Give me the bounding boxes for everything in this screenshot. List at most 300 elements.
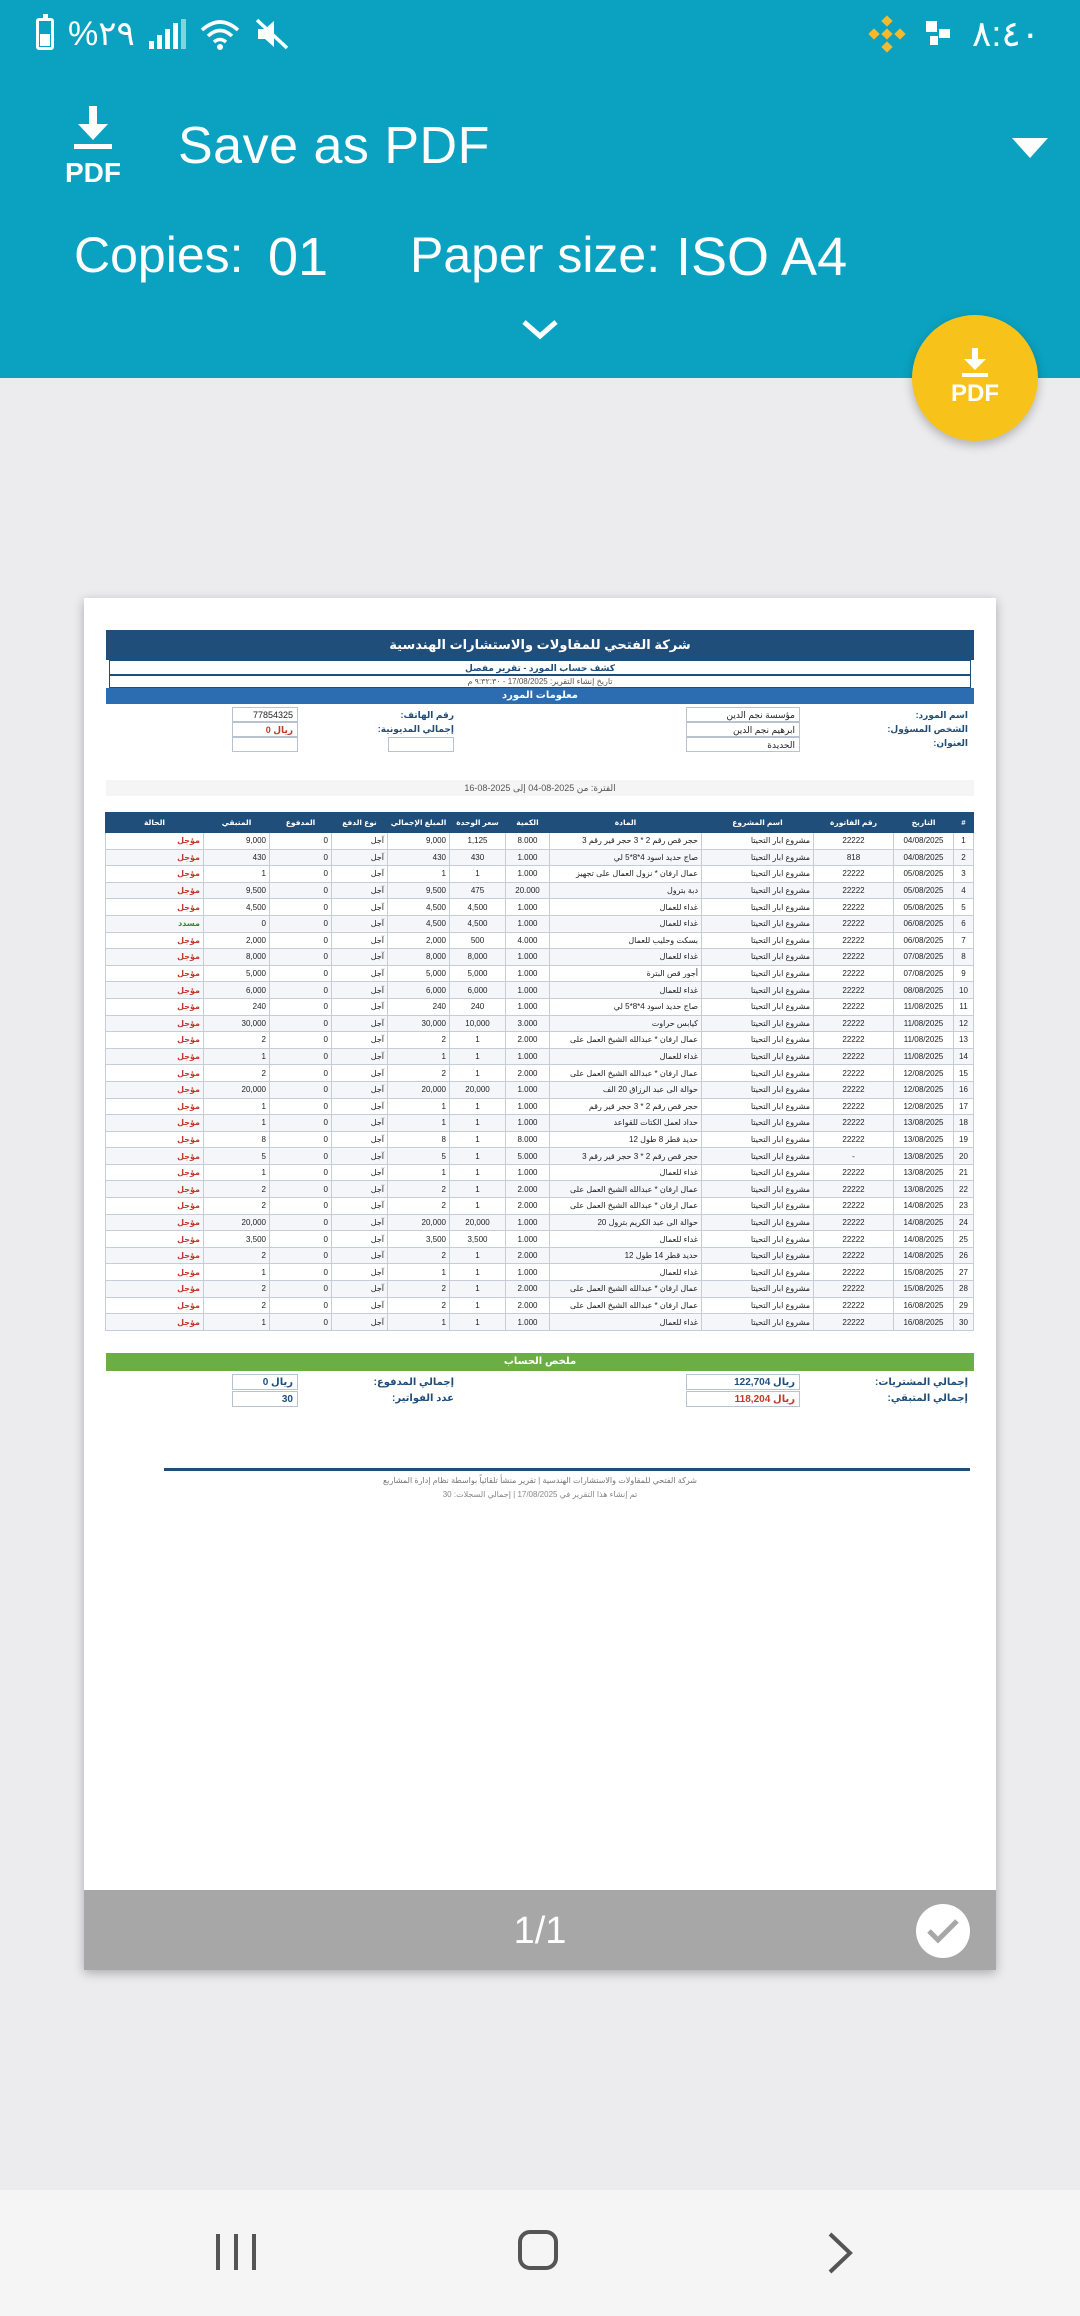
table-cell: 15/08/2025 [894,1264,954,1281]
table-row [106,1081,974,1098]
paper-size-label: Paper size: [410,227,661,283]
table-cell: 22222 [814,1081,894,1098]
table-cell: 0 [270,866,332,883]
table-cell: مؤجل [106,1247,204,1264]
table-row [106,982,974,999]
table-cell: آجل [332,1264,388,1281]
table-cell: 30,000 [204,1015,270,1032]
table-row [106,1198,974,1215]
table-header-cell: المادة [550,813,702,833]
table-cell: 22222 [814,949,894,966]
table-cell: 24 [954,1214,974,1231]
footer-text-2: تم إنشاء هذا التقرير في 17/08/2025 | إجمالي السجلات: 30 [442,1490,638,1499]
contact-value: ابرهيم نجم الدين [686,722,800,737]
table-cell: 14/08/2025 [894,1247,954,1264]
table-cell: 1 [388,1048,450,1065]
table-cell: 10,000 [450,1015,506,1032]
table-cell: آجل [332,882,388,899]
table-header-cell: المبلغ الإجمالي [388,813,450,833]
table-cell: 22222 [814,932,894,949]
table-row [106,1297,974,1314]
system-navigation-bar [0,2190,1080,2316]
table-cell: 25 [954,1231,974,1248]
printer-dropdown-icon[interactable] [1012,138,1048,158]
page-selection-bar [84,1890,996,1970]
table-cell: عمال ارفان * عبدالله الشيخ العمل على [550,1281,702,1298]
table-cell: مشروع ابار التحيتا [702,1148,814,1165]
table-cell: 0 [270,1297,332,1314]
invoice-count-label: عدد الفواتير: [392,1392,454,1404]
table-cell: 16/08/2025 [894,1297,954,1314]
status-icons-left [36,14,290,54]
table-row [106,1131,974,1148]
table-cell: 4,500 [204,899,270,916]
table-cell: 12/08/2025 [894,1081,954,1098]
table-cell: 1 [450,1314,506,1331]
status-bar [0,0,1080,66]
table-cell: 5 [954,899,974,916]
wifi-icon [200,18,240,50]
table-cell: 2 [954,849,974,866]
table-header [106,813,974,833]
table-row [106,1264,974,1281]
table-cell: 04/08/2025 [894,833,954,850]
table-row [106,915,974,932]
table-cell: 11/08/2025 [894,1015,954,1032]
table-cell: 11/08/2025 [894,1032,954,1049]
address-label: العنوان: [933,738,968,748]
table-cell: آجل [332,932,388,949]
table-cell: 1 [204,1264,270,1281]
table-cell: 3 [954,866,974,883]
table-cell: 28 [954,1281,974,1298]
table-cell: 5 [388,1148,450,1165]
table-cell: 22222 [814,965,894,982]
table-cell: مؤجل [106,1297,204,1314]
table-cell: 9,000 [204,833,270,850]
table-cell: مشروع ابار التحيتا [702,1131,814,1148]
table-cell: 12/08/2025 [894,1065,954,1082]
table-cell: 5.000 [506,1148,550,1165]
table-cell: - [814,1148,894,1165]
table-cell: 22222 [814,1048,894,1065]
table-cell: مؤجل [106,1198,204,1215]
table-cell: 3.000 [506,1015,550,1032]
table-cell: مؤجل [106,1081,204,1098]
table-cell: مشروع ابار التحيتا [702,1164,814,1181]
table-cell: 1.000 [506,998,550,1015]
table-cell: آجل [332,1048,388,1065]
table-cell: 1 [450,1281,506,1298]
table-cell: مؤجل [106,1065,204,1082]
table-cell: 1 [450,1164,506,1181]
table-cell: 0 [270,965,332,982]
download-icon [958,348,992,378]
table-header-cell: رقم الفاتورة [814,813,894,833]
supplier-section-title: معلومات المورد [106,688,974,704]
table-cell: 1.000 [506,1164,550,1181]
table-cell: 11/08/2025 [894,1048,954,1065]
table-cell: مشروع ابار التحيتا [702,1115,814,1132]
table-cell: 2 [204,1181,270,1198]
table-cell: 1 [450,1198,506,1215]
table-cell: 8,000 [204,949,270,966]
footer-divider [164,1468,970,1471]
table-cell: مؤجل [106,882,204,899]
table-cell: 22222 [814,866,894,883]
table-cell: مشروع ابار التحيتا [702,1297,814,1314]
table-cell: آجل [332,965,388,982]
table-cell: آجل [332,1098,388,1115]
table-cell: مشروع ابار التحيتا [702,949,814,966]
app-notification-icon [924,19,954,49]
table-cell: 07/08/2025 [894,949,954,966]
table-cell: 0 [270,915,332,932]
table-header-cell: التاريخ [894,813,954,833]
table-cell: غداء للعمال [550,982,702,999]
table-cell: 6,000 [204,982,270,999]
total-paid-label: إجمالي المدفوع: [373,1376,454,1388]
table-cell: مؤجل [106,1164,204,1181]
table-cell: آجل [332,1115,388,1132]
table-cell: آجل [332,1131,388,1148]
table-cell: 22222 [814,1115,894,1132]
signal-icon [149,19,186,49]
table-cell: مؤجل [106,1264,204,1281]
table-cell: 1 [450,1065,506,1082]
table-cell: 22222 [814,1181,894,1198]
table-cell: 20,000 [204,1214,270,1231]
table-cell: 3,500 [450,1231,506,1248]
table-cell: 0 [270,1214,332,1231]
table-cell: 0 [204,915,270,932]
table-row [106,1148,974,1165]
table-cell: عمال ارفان * عبدالله الشيخ العمل على [550,1065,702,1082]
table-cell: 2 [388,1181,450,1198]
page-selected-checkbox[interactable] [916,1904,970,1958]
download-pdf-label: PDF [951,380,999,407]
table-cell: 08/08/2025 [894,982,954,999]
table-cell: 10 [954,982,974,999]
download-pdf-button[interactable] [912,315,1038,441]
table-cell: مؤجل [106,1098,204,1115]
table-cell: مشروع ابار التحيتا [702,1032,814,1049]
table-cell: مشروع ابار التحيتا [702,1264,814,1281]
table-cell: آجل [332,1148,388,1165]
table-cell: 1 [388,1164,450,1181]
table-cell: 8.000 [506,1131,550,1148]
table-cell: 1 [450,866,506,883]
empty-box-2 [232,737,298,752]
table-cell: 30 [954,1314,974,1331]
table-cell: 1.000 [506,1314,550,1331]
table-cell: 22222 [814,899,894,916]
status-icons-right [868,14,1040,54]
table-cell: 8,000 [388,949,450,966]
table-cell: 20,000 [450,1081,506,1098]
table-cell: 22222 [814,1214,894,1231]
table-cell: 0 [270,882,332,899]
table-cell: 30,000 [388,1015,450,1032]
table-cell: 06/08/2025 [894,915,954,932]
table-cell: 21 [954,1164,974,1181]
pdf-icon-text: PDF [65,157,121,186]
table-header-cell: المتبقي [204,813,270,833]
table-cell: 18 [954,1115,974,1132]
table-cell: 06/08/2025 [894,932,954,949]
table-cell: 0 [270,1247,332,1264]
table-cell: 05/08/2025 [894,866,954,883]
table-cell: 4,500 [450,899,506,916]
table-cell: 14 [954,1048,974,1065]
table-row [106,833,974,850]
copies-value[interactable]: 01 [268,227,329,287]
table-cell: حديد قطر 8 طول 12 [550,1131,702,1148]
table-cell: مشروع ابار التحيتا [702,833,814,850]
expand-options-chevron-icon[interactable] [520,316,560,342]
table-cell: مشروع ابار التحيتا [702,1098,814,1115]
table-cell: غداء للعمال [550,915,702,932]
table-row [106,949,974,966]
table-cell: 2 [388,1281,450,1298]
table-cell: 2 [204,1198,270,1215]
table-cell: 2 [388,1065,450,1082]
table-cell: مؤجل [106,932,204,949]
table-cell: 4 [954,882,974,899]
table-cell: 0 [270,1131,332,1148]
table-cell: 8 [204,1131,270,1148]
table-cell: مشروع ابار التحيتا [702,932,814,949]
table-cell: 20,000 [388,1081,450,1098]
table-row [106,1281,974,1298]
table-cell: عمال ارفان * عبدالله الشيخ العمل على [550,1297,702,1314]
table-cell: 13/08/2025 [894,1131,954,1148]
table-cell: 22222 [814,1281,894,1298]
table-cell: 14/08/2025 [894,1214,954,1231]
table-cell: مشروع ابار التحيتا [702,998,814,1015]
table-row [106,1048,974,1065]
table-cell: 2 [204,1297,270,1314]
table-cell: غداء للعمال [550,1264,702,1281]
table-cell: كيابس حراوت [550,1015,702,1032]
table-cell: 6,000 [388,982,450,999]
table-cell: 15/08/2025 [894,1281,954,1298]
table-cell: 29 [954,1297,974,1314]
phone-label: رقم الهاتف: [400,710,454,720]
table-cell: 8 [388,1131,450,1148]
table-cell: آجل [332,949,388,966]
table-cell: 5 [204,1148,270,1165]
table-cell: مؤجل [106,1231,204,1248]
table-cell: 2 [388,1247,450,1264]
table-cell: مؤجل [106,1314,204,1331]
table-cell: مسدد [106,915,204,932]
table-cell: 11 [954,998,974,1015]
table-cell: آجل [332,1231,388,1248]
table-row [106,1164,974,1181]
table-cell: 7 [954,932,974,949]
report-created-date: تاريخ إنشاء التقرير: 17/08/2025 - ٩:٣٢:٣٠ م [109,675,971,688]
table-cell: 22222 [814,1297,894,1314]
table-cell: 4,500 [388,915,450,932]
table-cell: آجل [332,1015,388,1032]
table-cell: 2 [204,1247,270,1264]
table-cell: آجل [332,1247,388,1264]
table-cell: 1 [388,1264,450,1281]
battery-percent: %٢٩ [68,15,135,53]
table-cell: آجل [332,1065,388,1082]
table-cell: آجل [332,1198,388,1215]
table-cell: آجل [332,998,388,1015]
table-cell: 0 [270,1181,332,1198]
table-cell: 0 [270,833,332,850]
table-cell: حوالة الى عبد الرزاق 20 الف [550,1081,702,1098]
table-cell: 240 [450,998,506,1015]
table-cell: 1 [204,1314,270,1331]
table-cell: 22222 [814,833,894,850]
table-cell: مؤجل [106,1115,204,1132]
table-cell: 1.000 [506,866,550,883]
table-cell: 1.000 [506,915,550,932]
table-row [106,965,974,982]
table-cell: مؤجل [106,1214,204,1231]
binance-icon [868,15,906,53]
table-cell: حديد قطر 14 طول 12 [550,1247,702,1264]
table-cell: 13/08/2025 [894,1115,954,1132]
table-row [106,1214,974,1231]
invoice-count-value: 30 [232,1391,298,1407]
table-cell: 05/08/2025 [894,882,954,899]
table-cell: مشروع ابار التحيتا [702,866,814,883]
table-cell: 2 [204,1065,270,1082]
table-cell: مؤجل [106,998,204,1015]
table-cell: مؤجل [106,866,204,883]
table-cell: 1.000 [506,1048,550,1065]
page-count: 1/1 [513,1910,567,1952]
table-cell: 0 [270,932,332,949]
table-cell: 5,000 [450,965,506,982]
total-remaining-value: ريال 118,204 [686,1391,800,1407]
debt-label: إجمالي المديونية: [377,724,454,734]
table-cell: 07/08/2025 [894,965,954,982]
table-cell: 2.000 [506,1032,550,1049]
table-cell: 26 [954,1247,974,1264]
table-cell: 22222 [814,1015,894,1032]
table-cell: 11/08/2025 [894,998,954,1015]
table-cell: حجر قص رقم 2 * 3 حجر قير رقم 3 [550,1148,702,1165]
mute-icon [254,17,290,51]
table-cell: 430 [450,849,506,866]
account-summary [106,1371,974,1411]
back-button[interactable] [820,2230,860,2276]
page-preview[interactable] [84,598,996,1970]
table-cell: مؤجل [106,849,204,866]
transactions-table [105,812,974,1331]
table-cell: غداء للعمال [550,1164,702,1181]
table-cell: 5,000 [204,965,270,982]
table-cell: مؤجل [106,1131,204,1148]
table-cell: 20,000 [388,1214,450,1231]
recent-apps-button[interactable] [216,2234,256,2270]
table-cell: 9 [954,965,974,982]
report-period: الفترة: من 2025-08-04 إلى 2025-08-16 [106,780,974,796]
copies-label: Copies: [74,227,244,283]
table-cell: آجل [332,1281,388,1298]
table-cell: 0 [270,1148,332,1165]
table-cell: 22222 [814,1314,894,1331]
table-cell: 2.000 [506,1065,550,1082]
table-cell: 1 [204,1098,270,1115]
table-cell: 1 [450,1115,506,1132]
home-button[interactable] [518,2230,558,2270]
table-cell: 0 [270,1281,332,1298]
table-cell: 1 [450,1131,506,1148]
table-cell: 20,000 [204,1081,270,1098]
table-header-cell: سعر الوحدة [450,813,506,833]
table-cell: 1 [388,1115,450,1132]
printer-title[interactable]: Save as PDF [178,117,490,175]
table-cell: عمال ارفان * عبدالله الشيخ العمل على [550,1032,702,1049]
table-cell: مشروع ابار التحيتا [702,1081,814,1098]
table-cell: مشروع ابار التحيتا [702,1231,814,1248]
table-cell: 500 [450,932,506,949]
table-cell: حوالة الى عبد الكريم بترول 20 [550,1214,702,1231]
supplier-info [106,704,974,766]
table-cell: 6 [954,915,974,932]
table-cell: عمال ارفان * عبدالله الشيخ العمل على [550,1181,702,1198]
table-cell: صاج حديد اسود 4*8*5 لي [550,849,702,866]
phone-value: 77854325 [232,707,298,722]
paper-size-value[interactable]: ISO A4 [676,227,848,287]
total-remaining-label: إجمالي المتبقي: [887,1392,968,1404]
battery-icon [36,18,54,50]
table-cell: 8,000 [450,949,506,966]
table-header-cell: اسم المشروع [702,813,814,833]
table-cell: 2 [204,1032,270,1049]
table-cell: 22222 [814,1098,894,1115]
table-header-cell: الكمية [506,813,550,833]
table-cell: 0 [270,1314,332,1331]
table-cell: 3,500 [388,1231,450,1248]
table-cell: 20 [954,1148,974,1165]
table-cell: 1.000 [506,965,550,982]
table-cell: مؤجل [106,1148,204,1165]
table-cell: 1.000 [506,1264,550,1281]
table-cell: آجل [332,1181,388,1198]
table-cell: 240 [388,998,450,1015]
table-cell: 0 [270,998,332,1015]
empty-box-1 [388,737,454,752]
table-cell: 2 [388,1032,450,1049]
table-cell: 1 [450,1264,506,1281]
table-row [106,1231,974,1248]
table-cell: 1 [450,1181,506,1198]
table-cell: مشروع ابار التحيتا [702,965,814,982]
table-cell: 1.000 [506,949,550,966]
table-cell: 1 [204,1164,270,1181]
table-cell: 475 [450,882,506,899]
table-cell: 23 [954,1198,974,1215]
table-cell: 0 [270,1115,332,1132]
table-cell: 22222 [814,1164,894,1181]
table-cell: مؤجل [106,965,204,982]
table-cell: 4.000 [506,932,550,949]
table-cell: 0 [270,1198,332,1215]
table-cell: 9,500 [204,882,270,899]
table-cell: 22222 [814,982,894,999]
table-row [106,1032,974,1049]
table-cell: 13/08/2025 [894,1164,954,1181]
